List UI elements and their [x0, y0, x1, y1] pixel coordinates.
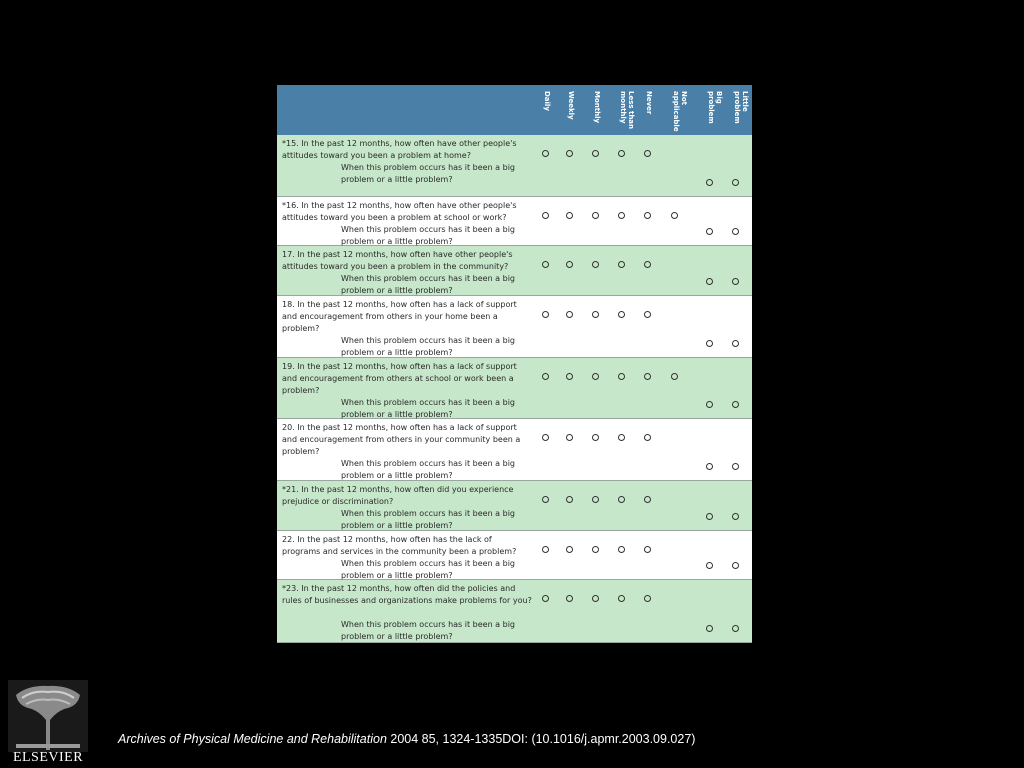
column-header-label: Weekly: [567, 91, 575, 120]
journal-name: Archives of Physical Medicine and Rehabilitation: [118, 732, 387, 746]
little-problem-radio[interactable]: [732, 513, 739, 520]
column-header: [704, 85, 730, 135]
citation-caption: [118, 732, 695, 746]
follow-up-text: When this problem occurs has it been a big problem or a little problem?: [341, 620, 516, 641]
question-text: *23. In the past 12 months, how often did the policies and rules of businesses and organizations make problems for you?: [282, 584, 532, 605]
frequency-radio[interactable]: [618, 546, 625, 553]
frequency-radio[interactable]: [592, 311, 599, 318]
big-problem-radio[interactable]: [706, 625, 713, 632]
little-problem-radio[interactable]: [732, 278, 739, 285]
form-header: [277, 85, 752, 135]
elsevier-logo: [8, 680, 88, 766]
column-header-label: Never: [645, 91, 653, 115]
frequency-radio[interactable]: [566, 212, 573, 219]
frequency-radio[interactable]: [644, 261, 651, 268]
column-header-label: Monthly: [593, 91, 601, 124]
follow-up-text: When this problem occurs has it been a big problem or a little problem?: [341, 509, 516, 530]
frequency-radio[interactable]: [618, 311, 625, 318]
follow-up-text: When this problem occurs has it been a big problem or a little problem?: [341, 163, 516, 184]
frequency-radio[interactable]: [542, 261, 549, 268]
frequency-radio[interactable]: [542, 595, 549, 602]
frequency-radio[interactable]: [618, 150, 625, 157]
question-text: *15. In the past 12 months, how often have other people's attitudes toward you been a problem at home?: [282, 139, 517, 160]
frequency-radio[interactable]: [566, 261, 573, 268]
frequency-radio[interactable]: [644, 546, 651, 553]
frequency-radio[interactable]: [618, 373, 625, 380]
citation-details: 2004 85, 1324-1335DOI: (10.1016/j.apmr.2003.09.027): [386, 732, 696, 746]
question-text: 17. In the past 12 months, how often have other people's attitudes toward you been a problem in the community?: [282, 250, 513, 271]
frequency-radio[interactable]: [542, 373, 549, 380]
frequency-radio[interactable]: [542, 311, 549, 318]
frequency-radio[interactable]: [566, 595, 573, 602]
column-header-label: Little problem: [733, 91, 749, 124]
follow-up-text: When this problem occurs has it been a big problem or a little problem?: [341, 559, 516, 580]
frequency-radio[interactable]: [592, 261, 599, 268]
column-header: [642, 85, 668, 135]
frequency-radio[interactable]: [566, 546, 573, 553]
question-row: [277, 296, 752, 358]
frequency-radio[interactable]: [592, 434, 599, 441]
frequency-radio[interactable]: [671, 212, 678, 219]
question-text: 18. In the past 12 months, how often has a lack of support and encouragement from others in your home been a problem?: [282, 300, 517, 333]
column-header-label: Not applicable: [672, 91, 688, 132]
big-problem-radio[interactable]: [706, 228, 713, 235]
big-problem-radio[interactable]: [706, 340, 713, 347]
frequency-radio[interactable]: [618, 496, 625, 503]
column-header: [616, 85, 642, 135]
question-text: *21. In the past 12 months, how often did you experience prejudice or discrimination?: [282, 485, 514, 506]
frequency-radio[interactable]: [618, 434, 625, 441]
frequency-radio[interactable]: [618, 212, 625, 219]
frequency-radio[interactable]: [592, 373, 599, 380]
question-row: [277, 246, 752, 296]
question-row: [277, 135, 752, 197]
question-text: 20. In the past 12 months, how often has a lack of support and encouragement from others in your community been a problem?: [282, 423, 521, 456]
follow-up-text: When this problem occurs has it been a big problem or a little problem?: [341, 336, 516, 357]
question-text: 19. In the past 12 months, how often has a lack of support and encouragement from others at school or work been a problem?: [282, 362, 517, 395]
follow-up-text: When this problem occurs has it been a big problem or a little problem?: [341, 398, 516, 419]
frequency-radio[interactable]: [592, 150, 599, 157]
frequency-radio[interactable]: [644, 373, 651, 380]
big-problem-radio[interactable]: [706, 278, 713, 285]
column-header-label: Big problem: [707, 91, 723, 124]
frequency-radio[interactable]: [644, 150, 651, 157]
question-row: [277, 580, 752, 643]
big-problem-radio[interactable]: [706, 562, 713, 569]
column-header: [669, 85, 695, 135]
question-row: [277, 531, 752, 580]
column-header: [540, 85, 566, 135]
frequency-radio[interactable]: [542, 212, 549, 219]
frequency-radio[interactable]: [592, 546, 599, 553]
tree-icon: [8, 680, 88, 752]
follow-up-text: When this problem occurs has it been a big problem or a little problem?: [341, 274, 516, 295]
questionnaire-form: [277, 85, 752, 643]
frequency-radio[interactable]: [644, 595, 651, 602]
question-row: [277, 481, 752, 531]
big-problem-radio[interactable]: [706, 463, 713, 470]
follow-up-text: When this problem occurs has it been a big problem or a little problem?: [341, 225, 516, 246]
little-problem-radio[interactable]: [732, 562, 739, 569]
little-problem-radio[interactable]: [732, 228, 739, 235]
frequency-radio[interactable]: [566, 434, 573, 441]
frequency-radio[interactable]: [542, 150, 549, 157]
frequency-radio[interactable]: [644, 496, 651, 503]
frequency-radio[interactable]: [566, 373, 573, 380]
logo-text: ELSEVIER: [12, 750, 84, 765]
little-problem-radio[interactable]: [732, 340, 739, 347]
frequency-radio[interactable]: [566, 150, 573, 157]
little-problem-radio[interactable]: [732, 625, 739, 632]
frequency-radio[interactable]: [644, 311, 651, 318]
frequency-radio[interactable]: [592, 496, 599, 503]
column-header: [730, 85, 756, 135]
column-header: [564, 85, 590, 135]
little-problem-radio[interactable]: [732, 463, 739, 470]
big-problem-radio[interactable]: [706, 513, 713, 520]
question-row: [277, 358, 752, 419]
frequency-radio[interactable]: [671, 373, 678, 380]
frequency-radio[interactable]: [644, 434, 651, 441]
frequency-radio[interactable]: [566, 311, 573, 318]
question-text: 22. In the past 12 months, how often has the lack of programs and services in the community been a problem?: [282, 535, 517, 556]
frequency-radio[interactable]: [644, 212, 651, 219]
frequency-radio[interactable]: [542, 496, 549, 503]
frequency-radio[interactable]: [542, 546, 549, 553]
big-problem-radio[interactable]: [706, 179, 713, 186]
question-text: *16. In the past 12 months, how often have other people's attitudes toward you been a problem at school or work?: [282, 201, 517, 222]
little-problem-radio[interactable]: [732, 401, 739, 408]
frequency-radio[interactable]: [542, 434, 549, 441]
follow-up-text: When this problem occurs has it been a big problem or a little problem?: [341, 459, 516, 480]
frequency-radio[interactable]: [592, 212, 599, 219]
frequency-radio[interactable]: [618, 261, 625, 268]
column-header-label: Daily: [543, 91, 551, 111]
question-row: [277, 197, 752, 246]
little-problem-radio[interactable]: [732, 179, 739, 186]
column-header-label: Less than monthly: [619, 91, 635, 130]
frequency-radio[interactable]: [592, 595, 599, 602]
frequency-radio[interactable]: [618, 595, 625, 602]
question-row: [277, 419, 752, 481]
column-header: [590, 85, 616, 135]
big-problem-radio[interactable]: [706, 401, 713, 408]
frequency-radio[interactable]: [566, 496, 573, 503]
